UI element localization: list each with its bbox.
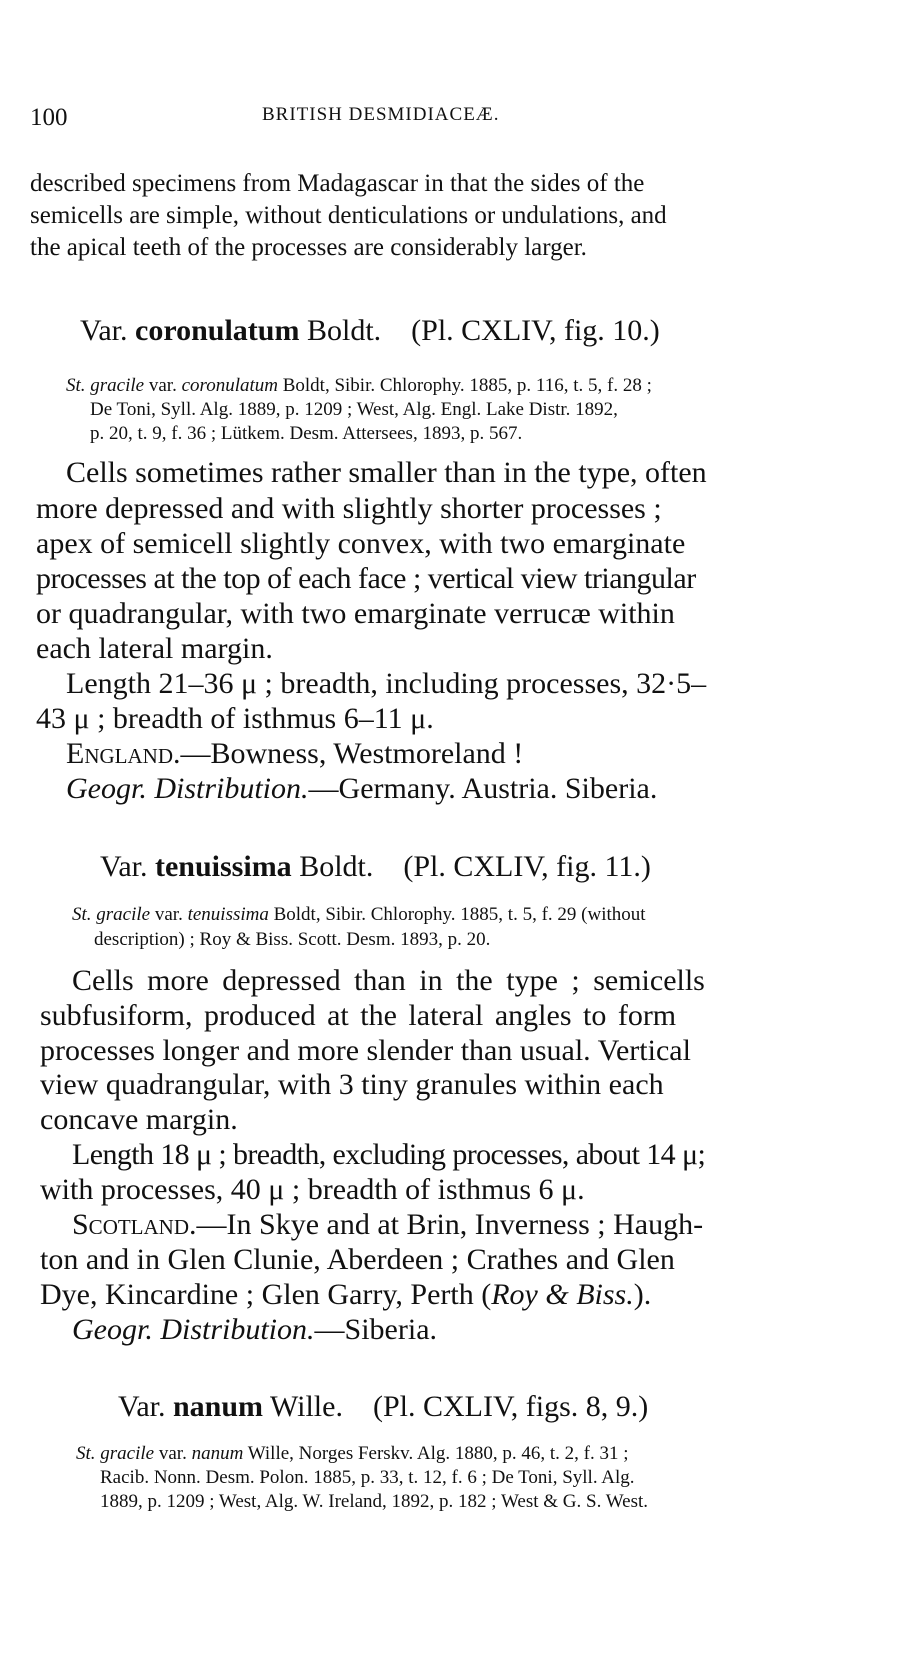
locality-line [66, 737, 523, 771]
distribution-label: Geogr. Distribution. [66, 772, 309, 805]
description-line: subfusiform, produced at the lateral angles to form [40, 999, 677, 1032]
intro-line: described specimens from Madagascar in that the sides of the [30, 170, 645, 197]
reference-text: Boldt, Sibir. Chlorophy. 1885, p. 116, t. 5, f. 28 ; [282, 375, 652, 396]
reference-text: Boldt, Sibir. Chlorophy. 1885, t. 5, f. 29 (without [273, 904, 646, 925]
locality-country: England. [66, 737, 181, 770]
variety-prefix: Var. [100, 850, 148, 883]
locality-text: —In Skye and at Brin, Inverness ; Haugh- [196, 1208, 704, 1241]
description-line: each lateral margin. [36, 632, 273, 665]
reference-var: var. [154, 904, 183, 925]
reference-line: Racib. Nonn. Desm. Polon. 1885, p. 33, t. 12, f. 6 ; De Toni, Syll. Alg. [100, 1467, 635, 1488]
locality-line [40, 1278, 651, 1312]
locality-authority: Roy & Biss. [491, 1278, 634, 1311]
measurement-line: with processes, 40 μ ; breadth of isthmus 6 μ. [40, 1173, 585, 1206]
distribution-label: Geogr. Distribution. [72, 1313, 315, 1346]
reference-line: description) ; Roy & Biss. Scott. Desm. 1893, p. 20. [94, 929, 491, 950]
variety-name: coronulatum [135, 314, 300, 347]
reference-text: Wille, Norges Ferskv. Alg. 1880, p. 46, t. 2, f. 31 ; [247, 1443, 629, 1464]
variety-name: tenuissima [155, 850, 292, 883]
distribution-text: —Siberia. [314, 1313, 438, 1346]
variety-heading-coronulatum [80, 314, 660, 348]
variety-heading-nanum [118, 1390, 648, 1424]
reference-varname: coronulatum [181, 375, 278, 396]
variety-prefix: Var. [80, 314, 128, 347]
distribution-line [72, 1313, 437, 1347]
description-line: concave margin. [40, 1103, 238, 1136]
locality-text: Dye, Kincardine ; Glen Garry, Perth ( [40, 1278, 492, 1311]
variety-prefix: Var. [118, 1390, 166, 1423]
measurement-line: 43 μ ; breadth of isthmus 6–11 μ. [36, 702, 434, 735]
reference-var: var. [148, 375, 177, 396]
variety-name: nanum [173, 1390, 264, 1423]
measurement-line: Length 21–36 μ ; breadth, including processes, 32·5– [66, 667, 707, 700]
variety-heading-tenuissima [100, 850, 651, 884]
reference-line [66, 375, 652, 397]
locality-country: Scotland. [72, 1208, 197, 1241]
page-number: 100 [30, 104, 68, 131]
variety-plate: (Pl. CXLIV, figs. 8, 9.) [372, 1390, 649, 1423]
locality-line: ton and in Glen Clunie, Aberdeen ; Crathes and Glen [40, 1243, 675, 1276]
variety-author: Wille. [270, 1390, 343, 1423]
description-line: view quadrangular, with 3 tiny granules within each [40, 1068, 664, 1101]
description-line: or quadrangular, with two emarginate verrucæ within [36, 597, 675, 630]
locality-line [72, 1208, 703, 1242]
distribution-text: —Germany. Austria. Siberia. [308, 772, 658, 805]
variety-author: Boldt. [306, 314, 382, 347]
description-line: Cells sometimes rather smaller than in the type, often [66, 456, 707, 489]
reference-var: var. [158, 1443, 187, 1464]
reference-line: De Toni, Syll. Alg. 1889, p. 1209 ; West, Alg. Engl. Lake Distr. 1892, [90, 399, 618, 420]
running-title: BRITISH DESMIDIACEÆ. [262, 104, 500, 125]
locality-text: ). [633, 1278, 652, 1311]
intro-line: the apical teeth of the processes are considerably larger. [30, 234, 587, 261]
reference-line: p. 20, t. 9, f. 36 ; Lütkem. Desm. Attersees, 1893, p. 567. [90, 423, 523, 444]
reference-line: 1889, p. 1209 ; West, Alg. W. Ireland, 1892, p. 182 ; West & G. S. West. [100, 1491, 648, 1512]
variety-author: Boldt. [299, 850, 374, 883]
description-line: Cells more depressed than in the type ; semicells [72, 964, 705, 997]
locality-text: —Bowness, Westmoreland ! [180, 737, 524, 770]
description-line: apex of semicell slightly convex, with two emarginate [36, 527, 686, 560]
reference-varname: nanum [191, 1443, 244, 1464]
reference-species: St. gracile [72, 904, 151, 925]
description-line: processes longer and more slender than usual. Vertical [40, 1034, 691, 1067]
measurement-line: Length 18 μ ; breadth, excluding processes, about 14 μ; [72, 1138, 706, 1171]
description-line: processes at the top of each face ; vertical view triangular [36, 562, 696, 595]
reference-line [72, 904, 646, 926]
distribution-line [66, 772, 657, 806]
reference-species: St. gracile [66, 375, 145, 396]
description-line: more depressed and with slightly shorter processes ; [36, 492, 662, 525]
reference-varname: tenuissima [187, 904, 269, 925]
variety-plate: (Pl. CXLIV, fig. 10.) [411, 314, 660, 347]
variety-plate: (Pl. CXLIV, fig. 11.) [403, 850, 651, 883]
reference-species: St. gracile [76, 1443, 155, 1464]
reference-line [76, 1443, 629, 1465]
intro-line: semicells are simple, without denticulations or undulations, and [30, 202, 667, 229]
